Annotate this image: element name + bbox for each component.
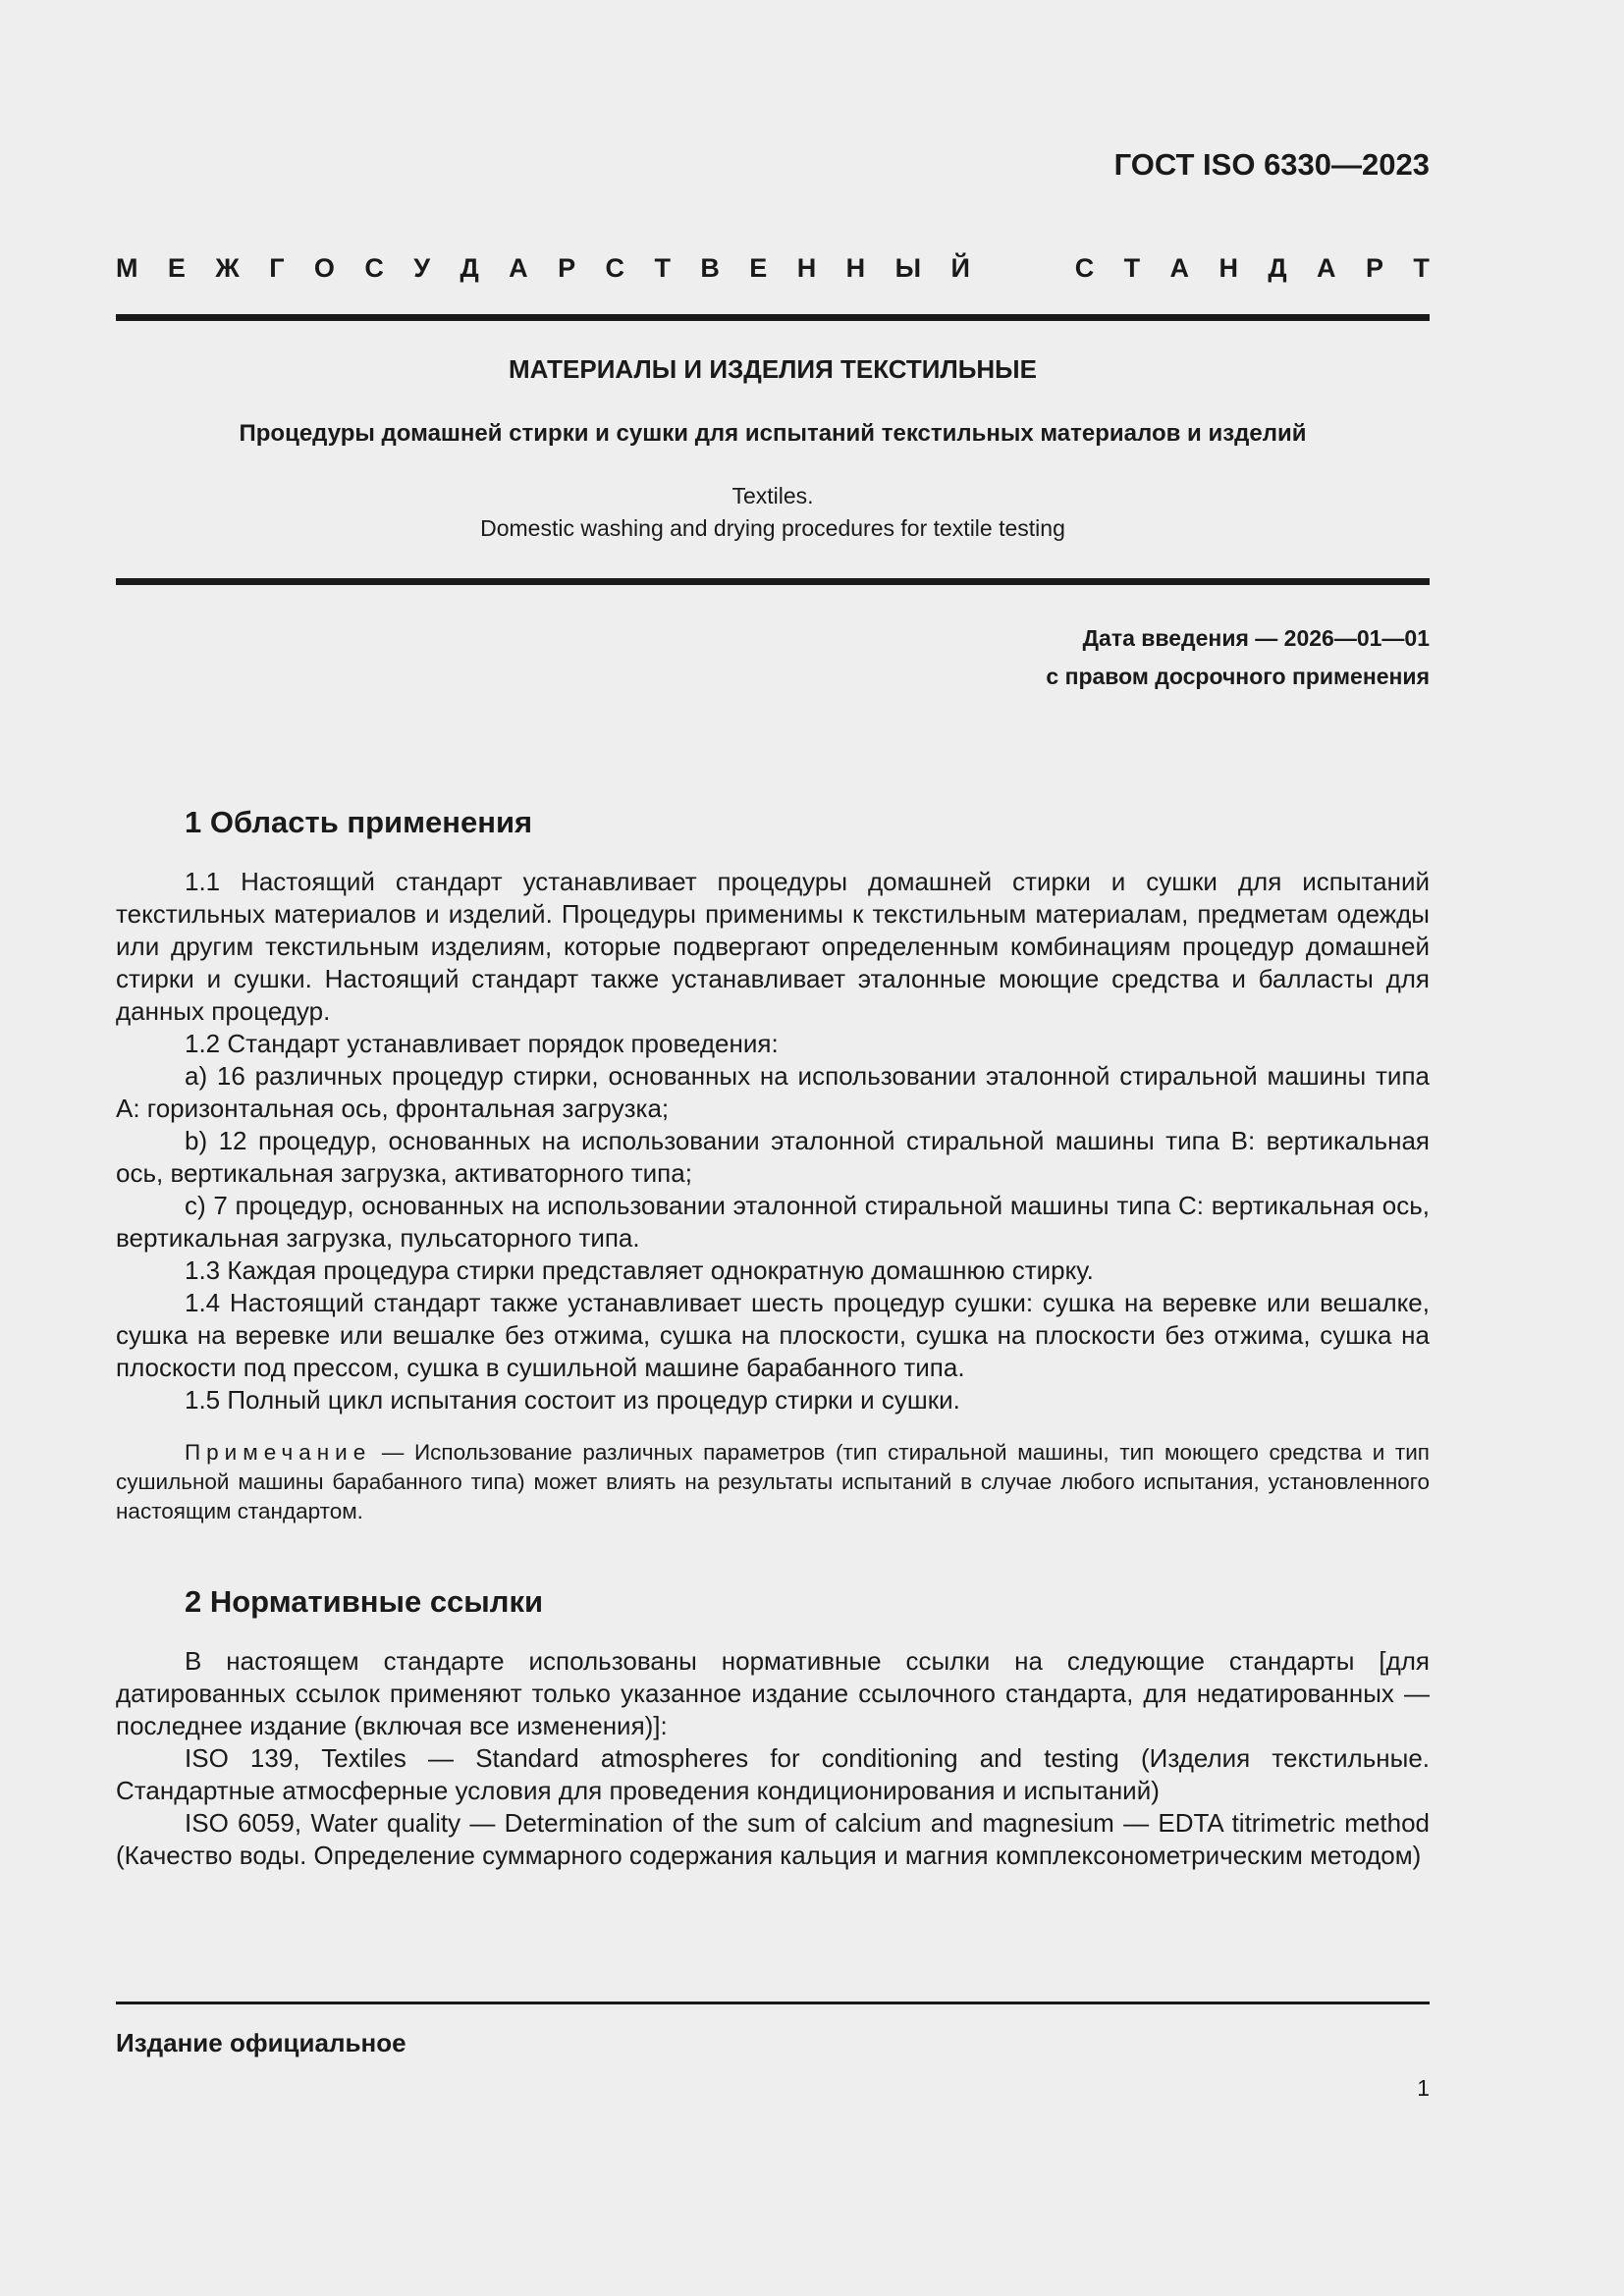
spaced-letter: С — [364, 253, 384, 283]
paragraph: 1.2 Стандарт устанавливает порядок проведения: — [185, 1029, 779, 1058]
document-code: ГОСТ ISO 6330—2023 — [1113, 147, 1430, 182]
spaced-letter: М — [116, 253, 138, 283]
spaced-letter: Н — [796, 253, 817, 283]
introduction-date: Дата введения — 2026—01—01 — [1082, 625, 1430, 651]
paragraph: 1.4 Настоящий стандарт также устанавливает шесть процедур сушки: сушка на веревке или вешалке, сушка на веревке или вешалке без отжима, сушка на плоскости, сушка на плоскости без отжима, сушка на плоскости под прессом, сушка в сушильной машине барабанного типа. — [116, 1288, 1430, 1382]
reference-item: ISO 6059, Water quality — Determination of the sum of calcium and magnesium — EDTA titrimetric method (Качество воды. Определение суммарного содержания кальция и магния комплексонометрическим методом) — [116, 1808, 1430, 1870]
spaced-letter: Т — [654, 253, 671, 283]
reference-item: ISO 139, Textiles — Standard atmospheres for conditioning and testing (Изделия текстильные. Стандартные атмосферные условия для проведения кондиционирования и испытаний) — [116, 1743, 1430, 1805]
english-title — [116, 480, 1430, 545]
spaced-letter: Й — [950, 253, 970, 283]
spaced-letter: У — [413, 253, 431, 283]
spaced-letter: Т — [1123, 253, 1141, 283]
spaced-letter: С — [605, 253, 625, 283]
paragraph: 1.5 Полный цикл испытания состоит из процедур стирки и сушки. — [185, 1385, 960, 1415]
spaced-letter: О — [313, 253, 335, 283]
document-title: МАТЕРИАЛЫ И ИЗДЕЛИЯ ТЕКСТИЛЬНЫЕ — [509, 354, 1037, 384]
section-heading: 1 Область применения — [185, 805, 533, 839]
list-item: а) 16 различных процедур стирки, основанных на использовании эталонной стиральной машины типа А: горизонтальная ось, фронтальная загрузка; — [116, 1061, 1430, 1123]
edition-label: Издание официальное — [116, 2028, 406, 2057]
paragraph: 1.1 Настоящий стандарт устанавливает процедуры домашней стирки и сушки для испытаний текстильных материалов и изделий. Процедуры применимы к текстильным материалам, предметам одежды или другим текстильным изделиям, которые подвергают определенным комбинациям процедур домашней стирки и сушки. Настоящий стандарт также устанавливает эталонные моющие средства и балласты для данных процедур. — [116, 867, 1430, 1026]
document-subtitle: Процедуры домашней стирки и сушки для испытаний текстильных материалов и изделий — [239, 420, 1307, 447]
title-rule — [116, 578, 1430, 585]
spaced-letter: Е — [167, 253, 186, 283]
english-title-line: Textiles. — [731, 483, 814, 508]
english-title-line: Domestic washing and drying procedures for textile testing — [480, 515, 1065, 541]
spaced-letter: Н — [1218, 253, 1238, 283]
page-number: 1 — [1417, 2075, 1430, 2101]
spaced-letter: Ы — [894, 253, 922, 283]
spaced-letter: Г — [269, 253, 285, 283]
spaced-letter: С — [1074, 253, 1095, 283]
note-text: — Использование различных параметров (тип стиральной машины, тип моющего средства и тип сушильной машины барабанного типа) может влиять на результаты испытаний в случае любого испытания, установленного настоящим стандартом. — [116, 1440, 1430, 1523]
section-heading: 2 Нормативные ссылки — [185, 1584, 544, 1619]
section-body — [116, 1645, 1430, 1872]
spaced-letter: Д — [1268, 253, 1287, 283]
spaced-letter: Ж — [215, 253, 240, 283]
introduction-date-block — [1046, 619, 1430, 696]
header-rule — [116, 314, 1430, 321]
spaced-letter: А — [1169, 253, 1190, 283]
spaced-letter: В — [700, 253, 720, 283]
note-label: Примечание — [185, 1440, 372, 1465]
spaced-letter: Т — [1413, 253, 1430, 283]
spaced-letter: Н — [845, 253, 866, 283]
paragraph: В настоящем стандарте использованы нормативные ссылки на следующие стандарты [для датированных ссылок применяют только указанное издание ссылочного стандарта, для недатированных — последнее издание (включая все изменения)]: — [116, 1646, 1430, 1740]
note — [116, 1438, 1430, 1526]
footer-rule — [116, 2002, 1430, 2004]
list-item: b) 12 процедур, основанных на использовании эталонной стиральной машины типа В: вертикальная ось, вертикальная загрузка, активаторного типа; — [116, 1126, 1430, 1188]
section-body — [116, 866, 1430, 1416]
spaced-letter: Д — [460, 253, 479, 283]
paragraph: 1.3 Каждая процедура стирки представляет однократную домашнюю стирку. — [185, 1255, 1094, 1285]
word-gap — [1000, 253, 1045, 284]
list-item: c) 7 процедур, основанных на использовании эталонной стиральной машины типа С: вертикальная ось, вертикальная загрузка, пульсаторного типа. — [116, 1191, 1430, 1253]
spaced-letter: А — [1317, 253, 1336, 283]
early-application: с правом досрочного применения — [1046, 664, 1430, 689]
spaced-letter: Р — [558, 253, 576, 283]
spaced-letter: Р — [1365, 253, 1383, 283]
spaced-letter: Е — [749, 253, 768, 283]
standard-type-line — [116, 253, 1430, 284]
spaced-letter: А — [509, 253, 528, 283]
